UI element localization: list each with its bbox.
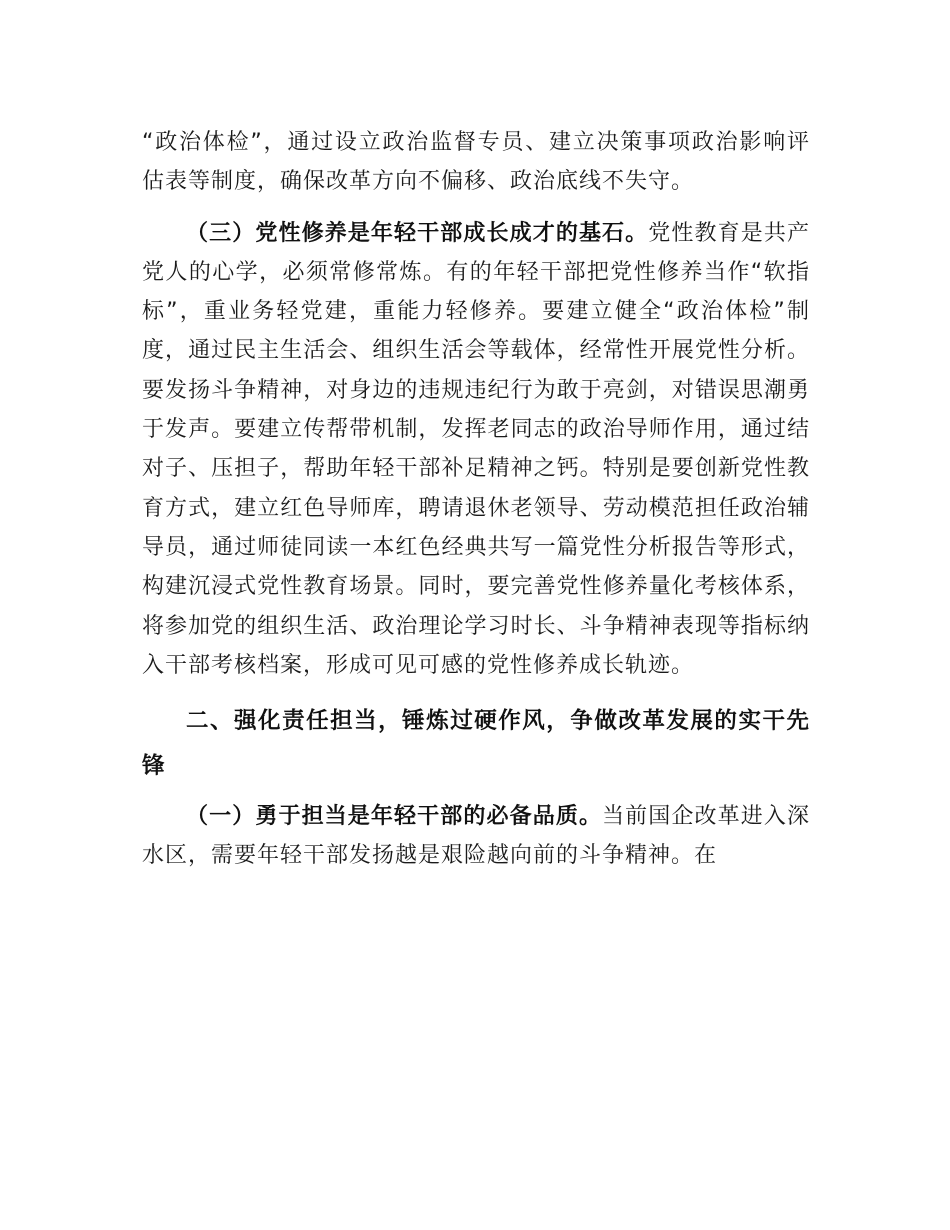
section-three-paragraph xyxy=(142,214,810,686)
chapter-two-heading: 二、强化责任担当，锤炼过硬作风，争做改革发展的实干先锋 xyxy=(142,708,810,780)
section-one-body: 当前国企改革进入深水区，需要年轻干部发扬越是艰险越向前的斗争精神。在 xyxy=(142,804,810,869)
section-one-paragraph xyxy=(142,797,810,876)
continuation-paragraph: “政治体检”，通过设立政治监督专员、建立决策事项政治影响评估表等制度，确保改革方向不偏移、政治底线不失守。 xyxy=(142,130,810,195)
document-page xyxy=(142,123,810,876)
section-one-lead: （一）勇于担当是年轻干部的必备品质。 xyxy=(186,804,603,830)
section-three-lead: （三）党性修养是年轻干部成长成才的基石。 xyxy=(186,220,649,246)
section-three-body: 党性教育是共产党人的心学，必须常修常炼。有的年轻干部把党性修养当作“软指标”，重业务轻党建，重能力轻修养。要建立健全“政治体检”制度，通过民主生活会、组织生活会等载体，经常性开展党性分析。要发扬斗争精神，对身边的违规违纪行为敢于亮剑，对错误思潮勇于发声。要建立传帮带机制，发挥老同志的政治导师作用，通过结对子、压担子，帮助年轻干部补足精神之钙。特别是要创新党性教育方式，建立红色导师库，聘请退休老领导、劳动模范担任政治辅导员，通过师徒同读一本红色经典共写一篇党性分析报告等形式，构建沉浸式党性教育场景。同时，要完善党性修养量化考核体系，将参加党的组织生活、政治理论学习时长、斗争精神表现等指标纳入干部考核档案，形成可见可感的党性修养成长轨迹。 xyxy=(142,220,810,678)
